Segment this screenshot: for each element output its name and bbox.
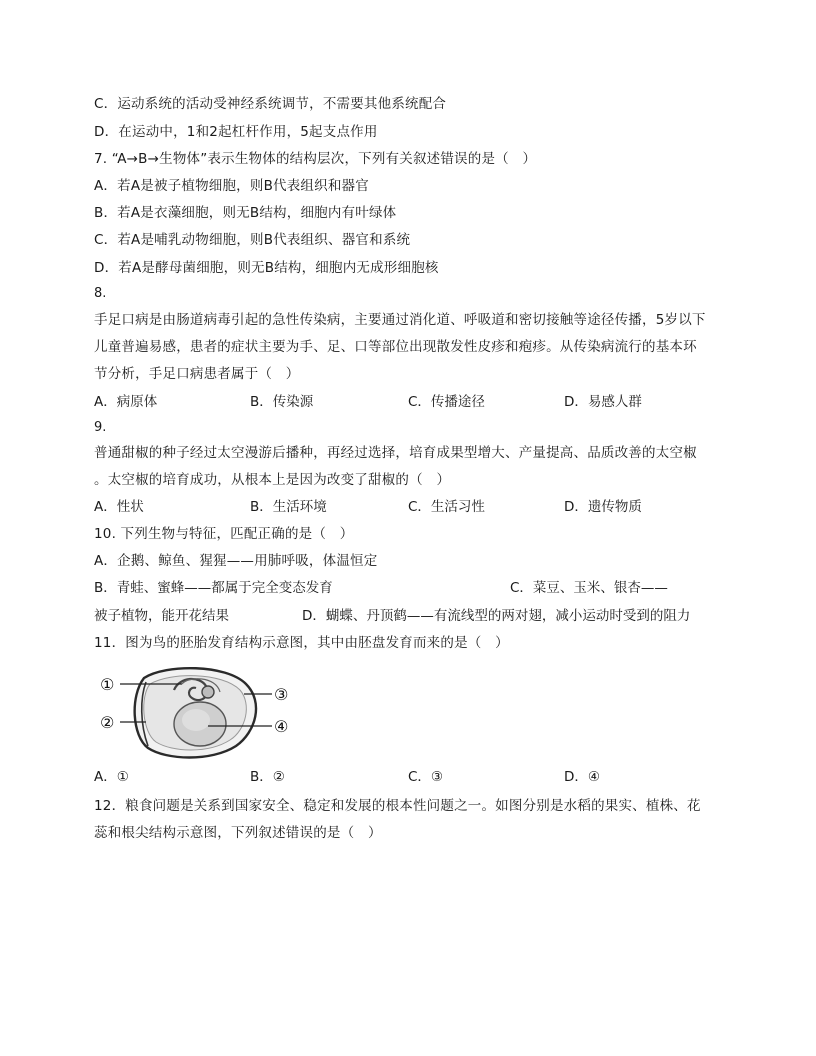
q8-number: 8.	[94, 286, 107, 301]
q10-option-b: B．青蛙、蜜蜂——都属于完全变态发育	[94, 580, 333, 596]
q10-stem: 10. 下列生物与特征，匹配正确的是（ ）	[94, 526, 354, 542]
q10-option-c-line-1: C．菜豆、玉米、银杏——	[510, 580, 668, 596]
q11-stem: 11．图为鸟的胚胎发育结构示意图，其中由胚盘发育而来的是（ ）	[94, 635, 509, 651]
q12-stem-line-2: 蕊和根尖结构示意图，下列叙述错误的是（ ）	[94, 825, 382, 841]
q11-option-a: A．①	[94, 769, 129, 785]
q11-option-c: C．③	[408, 769, 444, 785]
q8-stem-line-3: 节分析，手足口病患者属于（ ）	[94, 366, 300, 382]
q9-option-d: D．遗传物质	[564, 499, 642, 515]
label-2: ②	[100, 713, 115, 732]
yolk-highlight	[182, 709, 210, 731]
q9-number: 9.	[94, 420, 107, 435]
q8-option-d: D．易感人群	[564, 394, 642, 410]
q6-option-d: D．在运动中，1和2起杠杆作用，5起支点作用	[94, 124, 378, 140]
q7-option-b: B．若A是衣藻细胞，则无B结构，细胞内有叶绿体	[94, 205, 397, 221]
q8-option-b: B．传染源	[250, 394, 314, 410]
q10-option-a: A．企鹅、鲸鱼、猩猩——用肺呼吸，体温恒定	[94, 553, 378, 569]
q8-stem-line-2: 儿童普遍易感，患者的症状主要为手、足、口等部位出现散发性皮疹和疱疹。从传染病流行的基本环	[94, 339, 697, 355]
q9-stem-line-1: 普通甜椒的种子经过太空漫游后播种，再经过选择，培育成果型增大、产量提高、品质改善的太空椒	[94, 445, 697, 461]
q6-option-c: C．运动系统的活动受神经系统调节，不需要其他系统配合	[94, 96, 447, 112]
q11-option-b: B．②	[250, 769, 285, 785]
q7-stem: 7. “A→B→生物体”表示生物体的结构层次，下列有关叙述错误的是（ ）	[94, 151, 537, 167]
q9-stem-line-2: 。太空椒的培育成功，从根本上是因为改变了甜椒的（ ）	[94, 472, 451, 488]
q7-option-d: D．若A是酵母菌细胞，则无B结构，细胞内无成形细胞核	[94, 260, 439, 276]
embryo-head	[202, 686, 214, 698]
label-1: ①	[100, 675, 115, 694]
q8-option-a: A．病原体	[94, 394, 158, 410]
q11-option-d: D．④	[564, 769, 600, 785]
q8-option-c: C．传播途径	[408, 394, 485, 410]
label-3: ③	[274, 685, 289, 704]
q9-option-a: A．性状	[94, 499, 144, 515]
q9-option-b: B．生活环境	[250, 499, 327, 515]
q9-option-c: C．生活习性	[408, 499, 485, 515]
q10-option-d: D．蝴蝶、丹顶鹤——有流线型的两对翅，减小运动时受到的阻力	[302, 608, 691, 624]
q7-option-c: C．若A是哺乳动物细胞，则B代表组织、器官和系统	[94, 232, 411, 248]
q10-option-c-line-2: 被子植物，能开花结果	[94, 608, 229, 624]
q12-stem-line-1: 12．粮食问题是关系到国家安全、稳定和发展的根本性问题之一。如图分别是水稻的果实、植株、花	[94, 798, 701, 814]
q8-stem-line-1: 手足口病是由肠道病毒引起的急性传染病，主要通过消化道、呼吸道和密切接触等途径传播，5岁以下	[94, 312, 706, 328]
label-4: ④	[274, 717, 289, 736]
bird-embryo-diagram	[96, 662, 306, 762]
q7-option-a: A．若A是被子植物细胞，则B代表组织和器官	[94, 178, 369, 194]
